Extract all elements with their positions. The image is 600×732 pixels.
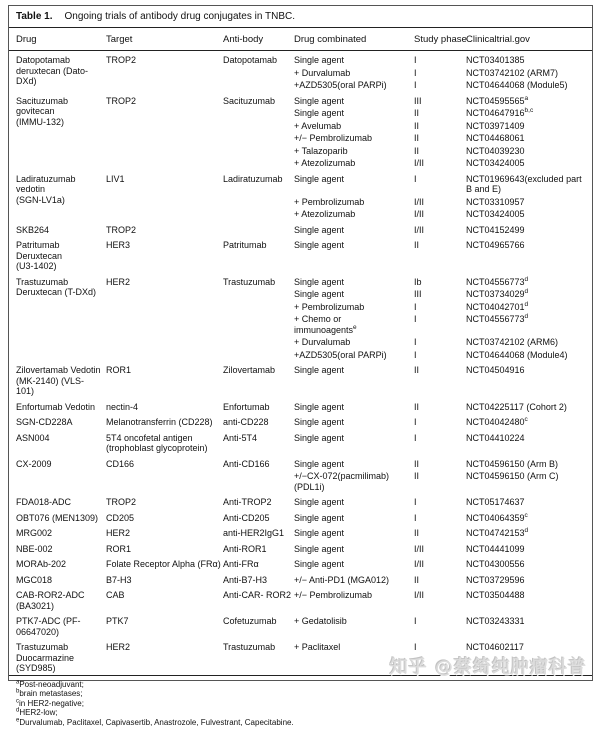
cell-drug: Trastuzumab Deruxtecan (T-DXd) [9, 273, 106, 362]
cell-nct: NCT03742102 (ARM6) [466, 336, 592, 349]
cell-nct: NCT04042480$^c$ [466, 413, 592, 429]
cell-phase: I/II [414, 157, 466, 170]
cell-nct: NCT03424005 [466, 157, 592, 170]
cell-combination: + Atezolizumab [294, 208, 414, 221]
cell-phase: II [414, 145, 466, 158]
footnote: $^b$brain metastases; [16, 689, 585, 699]
cell-phase: I/II [414, 221, 466, 237]
cell-nct: NCT04441099 [466, 540, 592, 556]
cell-combination: +/− Pembrolizumab [294, 586, 414, 612]
cell-phase: II [414, 398, 466, 414]
cell-phase: II [414, 236, 466, 273]
cell-combination: + Gedatolisib [294, 612, 414, 638]
cell-nct: NCT04468061 [466, 132, 592, 145]
col-header-target: Target [106, 28, 223, 51]
table-1-container [8, 5, 593, 681]
cell-combination: +/− Anti-PD1 (MGA012) [294, 571, 414, 587]
cell-combination: + Chemo or immunoagents$^e$ [294, 313, 414, 336]
trial-row [9, 586, 592, 612]
cell-target: CAB [106, 586, 223, 612]
trial-row [9, 413, 592, 429]
cell-phase: I/II [414, 196, 466, 209]
cell-phase: II [414, 120, 466, 133]
trial-row [9, 540, 592, 556]
cell-antibody: Anti-TROP2 [223, 493, 294, 509]
cell-target: ROR1 [106, 361, 223, 398]
cell-antibody: Anti-CD205 [223, 509, 294, 525]
cell-phase: I [414, 67, 466, 80]
cell-nct: NCT03243331 [466, 612, 592, 638]
cell-combination: +/−CX-072(pacmilimab) (PDL1i) [294, 470, 414, 493]
cell-target: 5T4 oncofetal antigen (trophoblast glycoprotein) [106, 429, 223, 455]
cell-drug: Enfortumab Vedotin [9, 398, 106, 414]
trials-table [9, 28, 592, 675]
cell-antibody: Sacituzumab [223, 92, 294, 170]
cell-target: HER2 [106, 638, 223, 675]
trial-row [9, 493, 592, 509]
cell-drug: Trastuzumab Duocarmazine (SYD985) [9, 638, 106, 675]
cell-target: TROP2 [106, 92, 223, 170]
cell-combination: Single agent [294, 288, 414, 301]
cell-combination: + Paclitaxel [294, 638, 414, 675]
cell-phase: II [414, 132, 466, 145]
col-header-drug-combinated: Drug combinated [294, 28, 414, 51]
cell-drug: SKB264 [9, 221, 106, 237]
cell-combination: + Pembrolizumab [294, 301, 414, 314]
cell-antibody: Cofetuzumab [223, 612, 294, 638]
cell-combination: Single agent [294, 398, 414, 414]
cell-antibody: Patritumab [223, 236, 294, 273]
cell-target: Melanotransferrin (CD228) [106, 413, 223, 429]
cell-combination: Single agent [294, 361, 414, 398]
cell-combination: Single agent [294, 92, 414, 108]
cell-combination: Single agent [294, 51, 414, 67]
cell-combination: +/− Pembrolizumab [294, 132, 414, 145]
cell-phase: I/II [414, 540, 466, 556]
cell-nct: NCT04410224 [466, 429, 592, 455]
cell-drug: CX-2009 [9, 455, 106, 494]
table-label: Table 1. [16, 11, 53, 22]
cell-target: Folate Receptor Alpha (FRα) [106, 555, 223, 571]
cell-target: nectin-4 [106, 398, 223, 414]
cell-antibody [223, 221, 294, 237]
cell-antibody: anti-CD228 [223, 413, 294, 429]
cell-target: ROR1 [106, 540, 223, 556]
cell-combination: Single agent [294, 555, 414, 571]
cell-phase: I [414, 413, 466, 429]
trial-row [9, 361, 592, 398]
cell-target: LIV1 [106, 170, 223, 221]
header-row [9, 28, 592, 51]
cell-phase: II [414, 361, 466, 398]
cell-antibody: Anti-FRα [223, 555, 294, 571]
cell-phase: I [414, 638, 466, 675]
footnote: $^e$Durvalumab, Paclitaxel, Capivasertib, Anastrozole, Fulvestrant, Capecitabine. [16, 718, 585, 728]
cell-combination: Single agent [294, 429, 414, 455]
cell-phase: I [414, 79, 466, 92]
cell-drug: MORAb-202 [9, 555, 106, 571]
cell-combination: Single agent [294, 524, 414, 540]
cell-nct: NCT04152499 [466, 221, 592, 237]
cell-combination: + Pembrolizumab [294, 196, 414, 209]
cell-nct: NCT03401385 [466, 51, 592, 67]
cell-drug: Sacituzumab govitecan (IMMU-132) [9, 92, 106, 170]
cell-target: CD166 [106, 455, 223, 494]
cell-combination: + Talazoparib [294, 145, 414, 158]
cell-antibody: Trastuzumab [223, 273, 294, 362]
cell-phase: I [414, 301, 466, 314]
cell-phase: I [414, 336, 466, 349]
cell-drug: CAB-ROR2-ADC (BA3021) [9, 586, 106, 612]
cell-combination: Single agent [294, 540, 414, 556]
cell-target: B7-H3 [106, 571, 223, 587]
cell-phase: II [414, 571, 466, 587]
cell-phase: I [414, 313, 466, 336]
cell-nct: NCT04042701$^d$ [466, 301, 592, 314]
cell-phase: I/II [414, 555, 466, 571]
cell-drug: Zilovertamab Vedotin (MK-2140) (VLS-101) [9, 361, 106, 398]
cell-nct: NCT04644068 (Module5) [466, 79, 592, 92]
cell-combination: Single agent [294, 413, 414, 429]
cell-target: HER2 [106, 524, 223, 540]
trial-row [9, 524, 592, 540]
cell-antibody: Anti-5T4 [223, 429, 294, 455]
cell-combination: + Durvalumab [294, 67, 414, 80]
cell-combination: Single agent [294, 509, 414, 525]
cell-phase: II [414, 524, 466, 540]
cell-nct: NCT04300556 [466, 555, 592, 571]
cell-antibody: Anti-B7-H3 [223, 571, 294, 587]
cell-phase: III [414, 288, 466, 301]
cell-drug: MGC018 [9, 571, 106, 587]
cell-nct: NCT04595565$^a$ [466, 92, 592, 108]
cell-nct: NCT04225117 (Cohort 2) [466, 398, 592, 414]
cell-nct: NCT04556773$^d$ [466, 273, 592, 289]
trial-row [9, 236, 592, 273]
cell-combination: Single agent [294, 236, 414, 273]
cell-phase: I [414, 51, 466, 67]
cell-drug: Ladiratuzumab vedotin (SGN-LV1a) [9, 170, 106, 221]
trial-row [9, 51, 592, 67]
cell-antibody: anti-HER2IgG1 [223, 524, 294, 540]
cell-nct: NCT03742102 (ARM7) [466, 67, 592, 80]
cell-combination: + Atezolizumab [294, 157, 414, 170]
cell-phase: II [414, 455, 466, 471]
cell-antibody: Trastuzumab [223, 638, 294, 675]
cell-target: TROP2 [106, 493, 223, 509]
cell-combination: Single agent [294, 221, 414, 237]
cell-nct: NCT04742153$^d$ [466, 524, 592, 540]
cell-nct: NCT04644068 (Module4) [466, 349, 592, 362]
watermark-zhihu: 知乎 @蔡绮纯肿瘤科普 [390, 653, 587, 679]
col-header-antibody: Anti-body [223, 28, 294, 51]
cell-nct: NCT03424005 [466, 208, 592, 221]
trial-row [9, 455, 592, 471]
cell-antibody: Enfortumab [223, 398, 294, 414]
cell-phase: I/II [414, 586, 466, 612]
cell-nct: NCT04596150 (Arm B) [466, 455, 592, 471]
footnote: $^d$HER2-low; [16, 708, 585, 718]
cell-combination: Single agent [294, 107, 414, 120]
col-header-clinicaltrial-gov: Clinicaltrial.gov [466, 28, 592, 51]
cell-nct: NCT04064359$^c$ [466, 509, 592, 525]
cell-target: TROP2 [106, 51, 223, 92]
footnote: $^c$in HER2-negative; [16, 699, 585, 709]
cell-phase: III [414, 92, 466, 108]
cell-target: HER2 [106, 273, 223, 362]
cell-target: TROP2 [106, 221, 223, 237]
cell-combination: + Durvalumab [294, 336, 414, 349]
col-header-study-phase: Study phase [414, 28, 466, 51]
trial-row [9, 170, 592, 196]
trial-row [9, 555, 592, 571]
cell-nct: NCT03971409 [466, 120, 592, 133]
cell-target: HER3 [106, 236, 223, 273]
cell-combination: Single agent [294, 493, 414, 509]
cell-target: PTK7 [106, 612, 223, 638]
cell-drug: Datopotamab deruxtecan (Dato-DXd) [9, 51, 106, 92]
cell-nct: NCT03729596 [466, 571, 592, 587]
cell-phase: I/II [414, 208, 466, 221]
cell-phase: II [414, 470, 466, 493]
cell-drug: OBT076 (MEN1309) [9, 509, 106, 525]
trial-row [9, 571, 592, 587]
cell-combination: Single agent [294, 273, 414, 289]
cell-phase: I [414, 493, 466, 509]
cell-drug: NBE-002 [9, 540, 106, 556]
cell-nct: NCT04647916$^{b,c}$ [466, 107, 592, 120]
cell-nct: NCT04556773$^d$ [466, 313, 592, 336]
trial-row [9, 92, 592, 108]
trial-row [9, 273, 592, 289]
cell-nct: NCT04504916 [466, 361, 592, 398]
cell-combination: Single agent [294, 455, 414, 471]
cell-antibody: Zilovertamab [223, 361, 294, 398]
trial-row [9, 429, 592, 455]
cell-phase: Ib [414, 273, 466, 289]
trial-row [9, 221, 592, 237]
cell-combination: +AZD5305(oral PARPi) [294, 79, 414, 92]
cell-drug: ASN004 [9, 429, 106, 455]
table-caption: Ongoing trials of antibody drug conjugates in TNBC. [65, 11, 296, 22]
cell-nct: NCT04039230 [466, 145, 592, 158]
cell-nct: NCT03310957 [466, 196, 592, 209]
table-footnotes [9, 675, 592, 732]
cell-nct: NCT01969643(excluded part B and E) [466, 170, 592, 196]
cell-nct: NCT04965766 [466, 236, 592, 273]
cell-phase: I [414, 349, 466, 362]
cell-nct: NCT03504488 [466, 586, 592, 612]
footnote: $^a$Post-neoadjuvant; [16, 680, 585, 690]
cell-phase: I [414, 612, 466, 638]
cell-combination: + Avelumab [294, 120, 414, 133]
cell-antibody: Datopotamab [223, 51, 294, 92]
cell-antibody: Anti-CAR- ROR2 [223, 586, 294, 612]
cell-antibody: Ladiratuzumab [223, 170, 294, 221]
cell-combination: +AZD5305(oral PARPi) [294, 349, 414, 362]
cell-target: CD205 [106, 509, 223, 525]
cell-antibody: Anti-ROR1 [223, 540, 294, 556]
col-header-drug: Drug [9, 28, 106, 51]
cell-drug: SGN-CD228A [9, 413, 106, 429]
cell-drug: Patritumab Deruxtecan (U3-1402) [9, 236, 106, 273]
cell-nct: NCT04596150 (Arm C) [466, 470, 592, 493]
cell-phase: II [414, 107, 466, 120]
cell-nct: NCT03734029$^d$ [466, 288, 592, 301]
trial-row [9, 509, 592, 525]
table-body-area [9, 28, 592, 675]
table-title [9, 6, 592, 28]
cell-phase: I [414, 429, 466, 455]
cell-antibody: Anti-CD166 [223, 455, 294, 494]
cell-nct: NCT04602117 [466, 638, 592, 675]
cell-drug: FDA018-ADC [9, 493, 106, 509]
trial-row [9, 612, 592, 638]
cell-phase: I [414, 509, 466, 525]
cell-drug: MRG002 [9, 524, 106, 540]
trial-row [9, 398, 592, 414]
cell-nct: NCT05174637 [466, 493, 592, 509]
cell-combination: Single agent [294, 170, 414, 196]
cell-phase: I [414, 170, 466, 196]
cell-drug: PTK7-ADC (PF- 06647020) [9, 612, 106, 638]
